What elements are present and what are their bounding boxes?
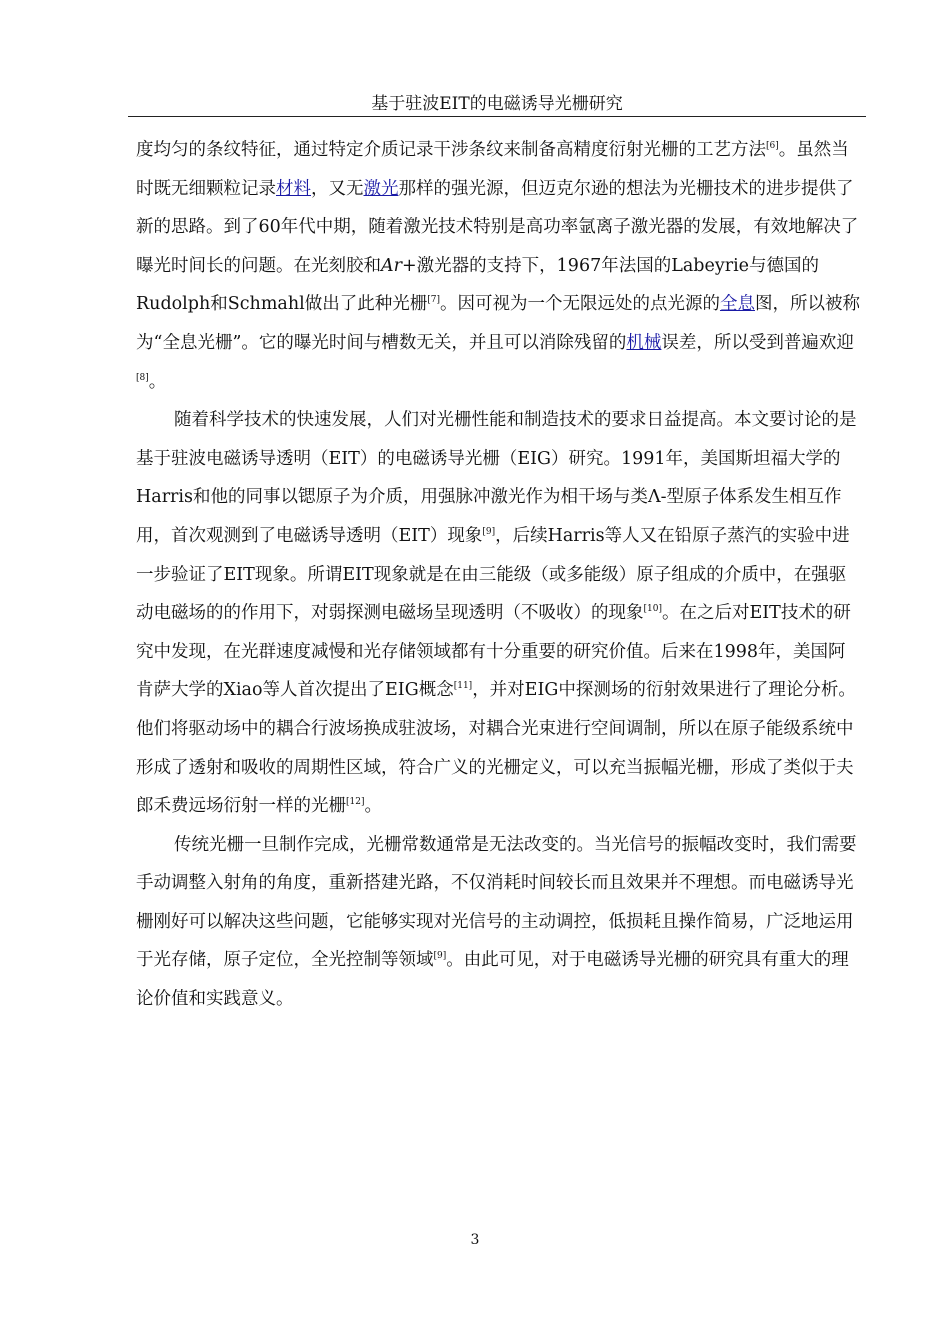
text-run: 度均匀的条纹特征，通过特定介质记录干涉条纹来制备高精度衍射光栅的工艺方法: [136, 140, 766, 160]
citation-ref: [6]: [766, 141, 779, 151]
text-run: ，并对EIG中探测场的衍射效果进行了理论分析。他们将驱动场中的耦合行波场换成驻波场，对耦合光束进行空间调制，所以在原子能级系统中形成了透射和吸收的周期性区域，符合广义的光栅定义，可以充当振幅光栅，形成了类似于夫郎禾费远场衍射一样的光栅: [136, 680, 856, 817]
page-header: 基于驻波EIT的电磁诱导光栅研究: [128, 92, 866, 117]
document-body: [136, 131, 862, 1019]
citation-ref: [12]: [346, 797, 365, 808]
citation-ref: [9]: [433, 951, 447, 962]
hyperlink[interactable]: 材料: [276, 178, 311, 199]
citation-ref: [9]: [482, 526, 496, 537]
text-run: 。: [148, 371, 167, 392]
text-run: 。因可视为一个无限远处的点光源的: [439, 294, 720, 315]
paragraph: [136, 401, 862, 826]
text-run: 。虽然当时既无细颗粒记录: [136, 140, 849, 199]
citation-ref: [8]: [136, 372, 149, 383]
hyperlink[interactable]: 机械: [626, 332, 662, 353]
page-number: 3: [470, 1232, 480, 1248]
text-run: 那样的强光源，但迈克尔逊的想法为光栅技术的进步提供了新的思路。到了60年代中期，随着激光技术特别是高功率氩离子激光器的发展，有效地解决了曝光时间长的问题。在光刻胶和: [136, 178, 859, 276]
citation-ref: [7]: [427, 295, 440, 306]
text-run: 图，所以被称为“全息光栅”。它的曝光时间与槽数无关，并且可以消除残留的: [136, 294, 860, 353]
text-run: 随着科学技术的快速发展，人们对光栅性能和制造技术的要求日益提高。本文要讨论的是基于驻波电磁诱导透明（EIT）的电磁诱导光栅（EIG）研究。1991年，美国斯坦福大学的Harris和他的同事以锶原子为介质，用强脉冲激光作为相干场与类Λ-型原子体系发生相互作用，首次观测到了电磁诱导透明（EIT）现象: [136, 410, 857, 546]
citation-ref: [11]: [453, 681, 473, 692]
text-run: +激光器的支持下，1967年法国的Labeyrie与德国的Rudolph和Schmahl做出了此种光栅: [136, 255, 820, 315]
text-run: ，后续Harris等人又在铅原子蒸汽的实验中进一步验证了EIT现象。所谓EIT现象就是在由三能级（或多能级）原子组成的介质中，在强驱动电磁场的的作用下，对弱探测电磁场呈现透明（不吸收）的现象: [136, 525, 850, 624]
text-run: 。在之后对EIT技术的研究中发现，在光群速度减慢和光存储领域都有十分重要的研究价值。后来在1998年，美国阿肯萨大学的Xiao等人首次提出了EIG概念: [136, 603, 851, 701]
text-run: 误差，所以受到普遍欢迎: [661, 332, 854, 353]
math-symbol: Ar: [381, 255, 403, 276]
text-run: 。: [364, 796, 382, 817]
text-run: 传统光栅一旦制作完成，光栅常数通常是无法改变的。当光信号的振幅改变时，我们需要手动调整入射角的角度，重新搭建光路，不仅消耗时间较长而且效果并不理想。而电磁诱导光栅刚好可以解决这些问题，它能够实现对光信号的主动调控，低损耗且操作简易，广泛地运用于光存储，原子定位，全光控制等领域: [136, 834, 857, 971]
paragraph: [136, 826, 862, 1019]
citation-ref: [10]: [643, 604, 662, 615]
paragraph: [136, 131, 862, 401]
text-run: 。由此可见，对于电磁诱导光栅的研究具有重大的理论价值和实践意义。: [136, 950, 849, 1010]
hyperlink[interactable]: 激光: [363, 178, 399, 199]
hyperlink[interactable]: 全息: [719, 294, 755, 315]
text-run: ，又无: [311, 178, 364, 199]
